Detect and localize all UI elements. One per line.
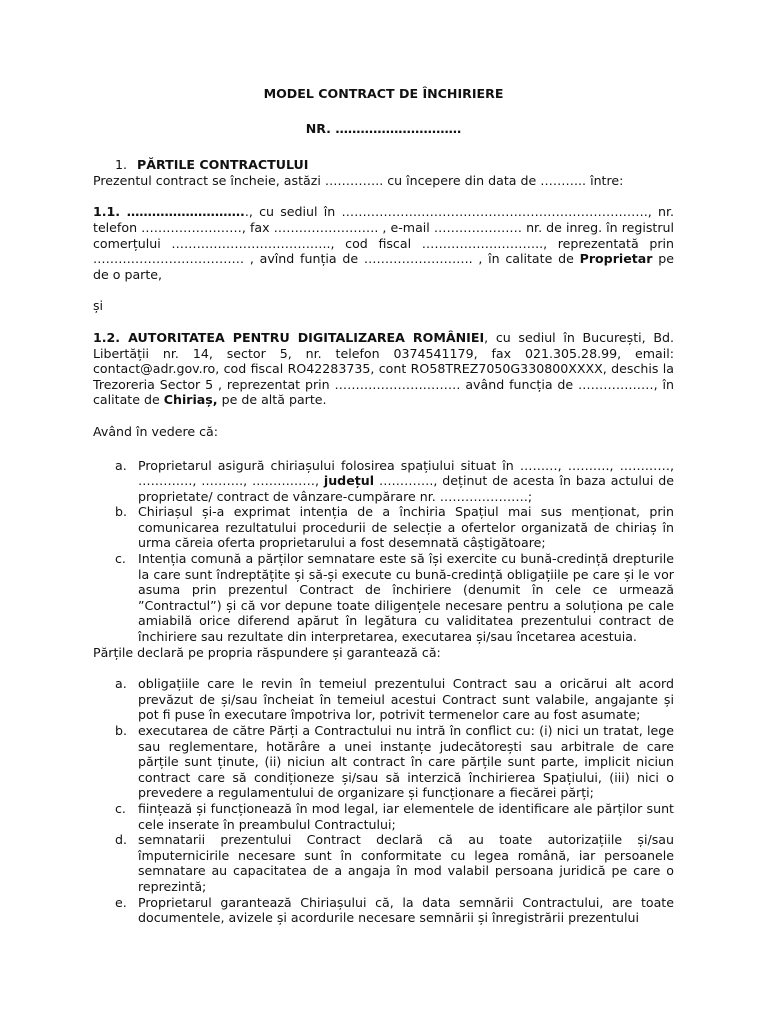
- list-item: [93, 504, 674, 551]
- list-item-text: obligațiile care le revin în temeiul prezentului Contract sau a oricărui alt acord prevăzut de și/sau încheiat în temeiul acestui Contract sunt valabile, angajante și pot fi puse în executare împotriva lor, potrivit termenelor care au fost asumate;: [138, 676, 674, 723]
- list-marker: b.: [115, 504, 127, 520]
- conjunction-si: și: [93, 298, 104, 314]
- party-2-role: Chiriaș,: [163, 392, 218, 408]
- list-marker: b.: [115, 723, 127, 738]
- party-2-lead: 1.2. AUTORITATEA PENTRU DIGITALIZAREA ROMÂNIEI: [93, 329, 485, 345]
- list-item-text-end: …………., deținut de acesta în baza actului de proprietate/ contract de vânzare-cumpărare nr. …………………;: [138, 473, 674, 504]
- whereas-heading: Având în vedere că:: [93, 423, 218, 439]
- party-2-paragraph: [93, 330, 674, 408]
- list-item-bold: județul: [323, 473, 375, 489]
- list-item-text: Proprietarul garantează Chiriașului că, la data semnării Contractului, are toate documentele, avizele și acordurile necesare semnării și înregistrării prezentului: [138, 894, 674, 926]
- list-item: [93, 801, 674, 832]
- section-heading: [93, 157, 674, 173]
- list-marker: c.: [115, 551, 126, 567]
- document-title: MODEL CONTRACT DE ÎNCHIRIERE: [263, 86, 504, 101]
- list-item: [93, 551, 674, 645]
- list-item: [93, 832, 674, 894]
- list-item: [93, 895, 674, 926]
- list-item-text: Chiriașul și-a exprimat intenția de a închiria Spațiul mai sus menționat, prin comunicarea rezultatului procedurii de selecție a ofertelor organizată de chiriaș în urma căreia oferta proprietarului a fost desemnată câștigătoare;: [138, 504, 674, 551]
- party-1-lead: 1.1. ……………………….: [93, 204, 245, 220]
- party-1-tail: pe de o parte,: [93, 251, 674, 282]
- list-marker: a.: [115, 676, 127, 692]
- list-marker: c.: [115, 800, 126, 816]
- party-1-text: ., cu sediul în ………………………………………………………………., nr. telefon ……………………, fax ……………………. , e-mail ………………… nr. de inreg. în registrul comerțului ……………………………….., cod fiscal ……………………….., reprezentată prin ……………………………… , avînd funția de …………………….. , în calitate de: [93, 204, 674, 267]
- list-item: [93, 458, 674, 505]
- list-item: [93, 676, 674, 723]
- list-marker: e.: [115, 894, 127, 910]
- party-1-role: Proprietar: [579, 251, 653, 267]
- list-item-text: semnatarii prezentului Contract declară că au toate autorizațiile și/sau împuternicirile necesare sunt în conformitate cu legea română, iar persoanele semnatare au capacitatea de a angaja în mod valabil persoana juridică pe care o reprezintă;: [138, 832, 674, 894]
- declaration-heading: Părțile declară pe propria răspundere și garantează că:: [93, 644, 441, 660]
- party-1-paragraph: [93, 204, 674, 282]
- party-2-tail: pe de altă parte.: [217, 392, 327, 408]
- contract-page: [93, 86, 674, 926]
- list-marker: a.: [115, 457, 127, 473]
- party-2-text: , cu sediul în București, Bd. Libertății nr. 14, sector 5, nr. telefon 0374541179, fax 021.305.28.99, email: contact@adr.gov.ro, cod fiscal RO42283735, cont RO58TREZ7050G330800XXXX, deschis la Trezoreria Sector 5 , reprezentat prin ………………………… având funcția de ………………, în calitate de: [93, 329, 674, 408]
- list-item-text: executarea de către Părți a Contractului nu intră în conflict cu: (i) nici un tratat, lege sau reglementare, hotărâre a unei instanțe judecătorești sau arbitrale de care părțile sunt ținute, (ii) niciun alt contract în care părțile sunt parte, implicit niciun contract care să condiționeze și/sau să interzică închirierea Spațiului, (iii) nici o prevedere a regulamentului de organizare și funcționare a fiecărei părți;: [138, 723, 674, 801]
- list-item-text: ființează și funcționează în mod legal, iar elementele de identificare ale părților sunt cele inserate în preambulul Contractului;: [138, 800, 674, 832]
- section-title: PĂRTILE CONTRACTULUI: [137, 157, 309, 173]
- guarantees-list: [93, 676, 674, 926]
- contract-number: NR. …………………………: [305, 120, 462, 136]
- list-item-text: Intenția comună a părților semnatare este să își exercite cu bună-credință drepturile la care sunt îndreptățite și să-și execute cu bună-credință obligațiile pe care și le vor asuma prin prezentul Contract de închiriere (denumit în cele ce urmează ”Contractul”) și că vor depune toate diligențele necesare pentru a soluționa pe cale amiabilă orice diferend apărut în legătura cu validitatea prezentului contract de închiriere sau rezultate din interpretarea, executarea și/sau încetarea acestuia.: [138, 551, 674, 645]
- section-number: 1.: [115, 157, 128, 173]
- whereas-list: [93, 458, 674, 645]
- list-item-text: Proprietarul asigură chiriașului folosirea spațiului situat în ………, ………., …………, …………., ………., ……………,: [138, 457, 674, 489]
- list-marker: d.: [115, 832, 127, 848]
- section-intro: Prezentul contract se încheie, astăzi ………….. cu începere din data de ……….. între:: [93, 172, 624, 188]
- list-item: [93, 723, 674, 801]
